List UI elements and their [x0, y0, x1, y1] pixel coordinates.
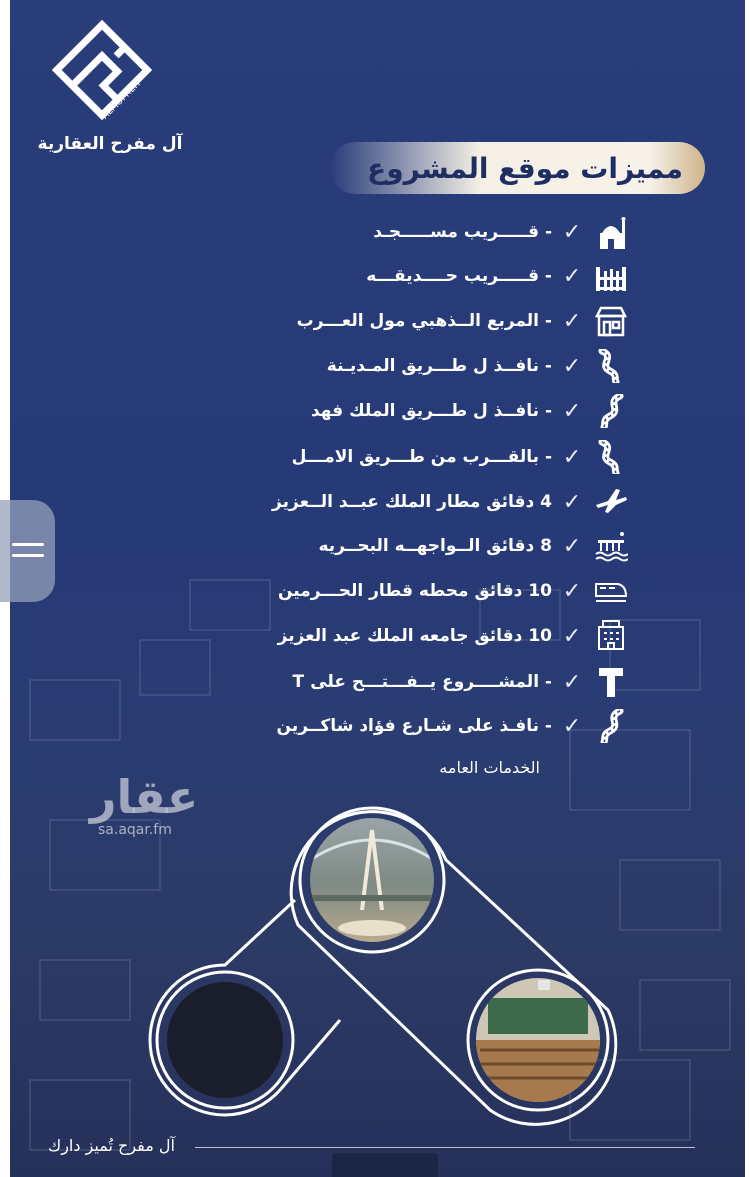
footer-divider: [195, 1147, 695, 1148]
feature-item: ✓ - قـــــريب حــــديقـــه: [220, 256, 630, 296]
check-icon: ✓: [562, 444, 582, 470]
check-icon: ✓: [562, 533, 582, 559]
mall-photo: [310, 818, 434, 942]
footer-slogan: آل مفرح تُميز دارك: [48, 1136, 175, 1155]
feature-item: ✓ 8 دقائق الــواجهــه البحــريه: [220, 526, 630, 566]
feature-item: ✓ - نافــذ ل طـــريق الملك فهد: [220, 391, 630, 431]
check-icon: ✓: [562, 263, 582, 289]
check-icon: ✓: [562, 578, 582, 604]
services-diagram: [10, 0, 745, 1177]
feature-item: ✓ 4 دقائق مطار الملك عبــد الــعزيز: [220, 482, 630, 522]
feature-item: ✓ - المربع الــذهبي مول العـــرب: [220, 301, 630, 341]
feature-item: ✓ 10 دقائق محطه قطار الحـــرمين: [220, 571, 630, 611]
feature-item: ✓ 10 دقائق جامعه الملك عبد العزيز: [220, 616, 630, 656]
bottom-tab: [332, 1153, 438, 1177]
services-label: الخدمات العامه: [439, 758, 540, 777]
menu-icon-line: [12, 543, 44, 546]
feature-item: ✓ - نافــذ ل طـــريق المـديـنة: [220, 346, 630, 386]
classroom-photo: [476, 978, 600, 1102]
check-icon: ✓: [562, 669, 582, 695]
check-icon: ✓: [562, 489, 582, 515]
check-icon: ✓: [562, 308, 582, 334]
check-icon: ✓: [562, 713, 582, 739]
feature-item: ✓ - نافـذ على شـارع فؤاد شاكــرين: [220, 706, 630, 746]
project-poster: [10, 0, 745, 1177]
check-icon: ✓: [562, 219, 582, 245]
check-icon: ✓: [562, 353, 582, 379]
feature-item: ✓ - قـــــريب مســـــجـد: [220, 212, 630, 252]
brand-name: آل مفرح العقارية: [37, 134, 183, 154]
feature-item: ✓ - بالقـــرب من طـــريق الامـــل: [220, 437, 630, 477]
side-menu-handle[interactable]: [0, 500, 55, 602]
aqar-url: sa.aqar.fm: [98, 822, 172, 838]
aqar-watermark: عقار: [90, 770, 199, 824]
svg-text:ALMOFREH: ALMOFREH: [100, 79, 143, 122]
page-title: مميزات موقع المشروع: [367, 151, 683, 185]
check-icon: ✓: [562, 398, 582, 424]
feature-item: ✓ - المشــــروع يــفـــتـــح على T: [220, 662, 630, 702]
menu-icon-line: [12, 554, 44, 557]
empty-photo: [167, 982, 283, 1098]
check-icon: ✓: [562, 623, 582, 649]
